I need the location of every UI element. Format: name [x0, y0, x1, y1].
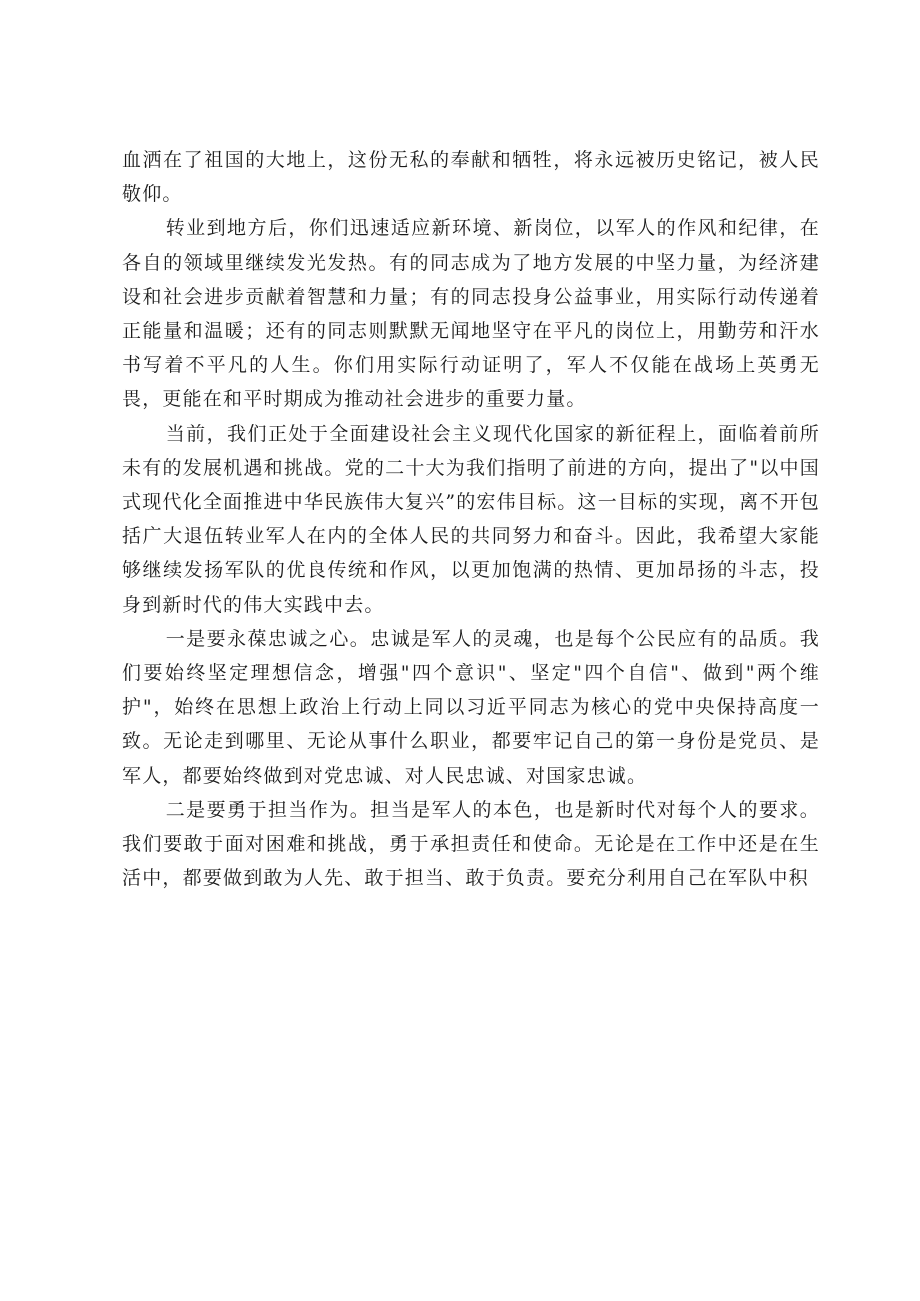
paragraph-2: 转业到地方后，你们迅速适应新环境、新岗位，以军人的作风和纪律，在各自的领域里继续发光发热。有的同志成为了地方发展的中坚力量，为经济建设和社会进步贡献着智慧和力量；有的同志投身公益事业，用实际行动传递着正能量和温暖；还有的同志则默默无闻地坚守在平凡的岗位上，用勤劳和汗水书写着不平凡的人生。你们用实际行动证明了，军人不仅能在战场上英勇无畏，更能在和平时期成为推动社会进步的重要力量。 — [122, 217, 820, 411]
paragraph-1: 血洒在了祖国的大地上，这份无私的奉献和牺牲，将永远被历史铭记，被人民敬仰。 — [122, 149, 820, 206]
paragraph-4: 一是要永葆忠诚之心。忠诚是军人的灵魂，也是每个公民应有的品质。我们要始终坚定理想信念，增强"四个意识"、坚定"四个自信"、做到"两个维护"，始终在思想上政治上行动上同以习近平同志为核心的党中央保持高度一致。无论走到哪里、无论从事什么职业，都要牢记自己的第一身份是党员、是军人，都要始终做到对党忠诚、对人民忠诚、对国家忠诚。 — [122, 627, 820, 787]
document-page — [122, 143, 820, 895]
paragraph-5: 二是要勇于担当作为。担当是军人的本色，也是新时代对每个人的要求。我们要敢于面对困难和挑战，勇于承担责任和使命。无论是在工作中还是在生活中，都要做到敢为人先、敢于担当、敢于负责。要充分利用自己在军队中积 — [122, 798, 820, 890]
paragraph-3: 当前，我们正处于全面建设社会主义现代化国家的新征程上，面临着前所未有的发展机遇和挑战。党的二十大为我们指明了前进的方向，提出了"以中国式现代化全面推进中华民族伟大复兴”的宏伟目标。这一目标的实现，离不开包括广大退伍转业军人在内的全体人民的共同努力和奋斗。因此，我希望大家能够继续发扬军队的优良传统和作风，以更加饱满的热情、更加昂扬的斗志，投身到新时代的伟大实践中去。 — [122, 422, 820, 616]
